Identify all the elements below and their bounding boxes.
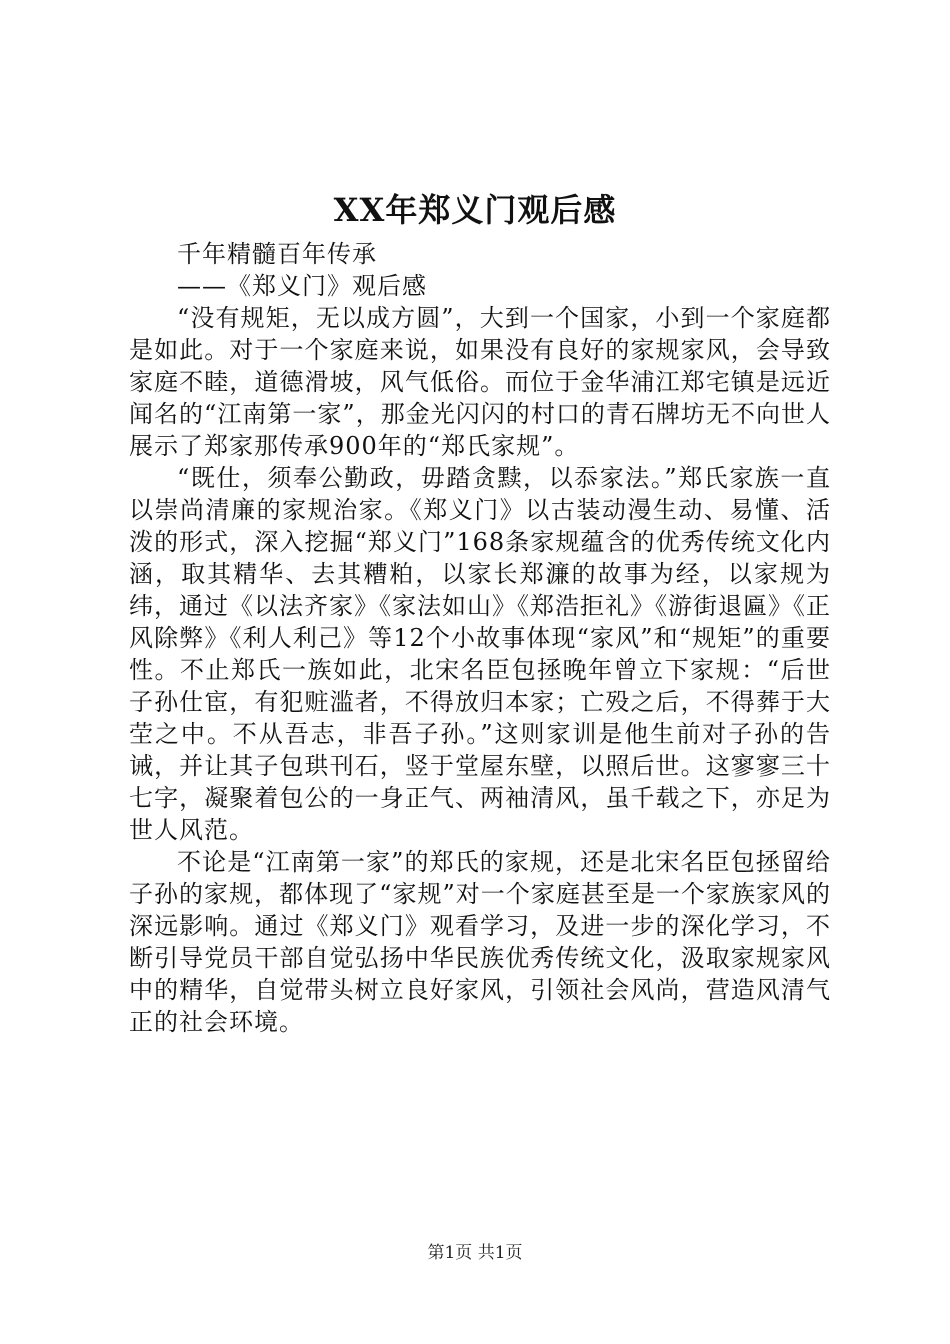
- paragraph-3: 不论是“江南第一家”的郑氏的家规，还是北宋名臣包拯留给子孙的家规，都体现了“家规”对一个家庭甚至是一个家族家风的深远影响。通过《郑义门》观看学习，及进一步的深化学习，不断引导党员干部自觉弘扬中华民族优秀传统文化，汲取家规家风中的精华，自觉带头树立良好家风，引领社会风尚，营造风清气正的社会环境。: [129, 848, 831, 1036]
- paragraph-1: “没有规矩，无以成方圆”，大到一个国家，小到一个家庭都是如此。对于一个家庭来说，如果没有良好的家规家风，会导致家庭不睦，道德滑坡，风气低俗。而位于金华浦江郑宅镇是远近闻名的“江南第一家”，那金光闪闪的村口的青石牌坊无不向世人展示了郑家那传承900年的“郑氏家规”。: [129, 304, 831, 460]
- document-title: XX年郑义门观后感: [333, 191, 617, 229]
- page-footer: 第1页 共1页: [427, 1243, 523, 1263]
- document-body: [129, 238, 831, 1038]
- subtitle-line-2: ——《郑义门》观后感: [177, 272, 427, 300]
- subtitle-line-1: 千年精髓百年传承: [177, 240, 377, 268]
- paragraph-2: “既仕，须奉公勤政，毋踏贪黩，以忝家法。”郑氏家族一直以崇尚清廉的家规治家。《郑义门》以古装动漫生动、易懂、活泼的形式，深入挖掘“郑义门”168条家规蕴含的优秀传统文化内涵，取其精华、去其糟粕，以家长郑濂的故事为经，以家规为纬，通过《以法齐家》《家法如山》《郑浩拒礼》《游街退匾》《正风除弊》《利人利己》等12个小故事体现“家风”和“规矩”的重要性。不止郑氏一族如此，北宋名臣包拯晚年曾立下家规：“后世子孙仕宦，有犯赃滥者，不得放归本家；亡殁之后，不得葬于大茔之中。不从吾志，非吾子孙。”这则家训是他生前对子孙的告诫，并让其子包珙刊石，竖于堂屋东壁，以照后世。这寥寥三十七字，凝聚着包公的一身正气、两袖清风，虽千载之下，亦足为世人风范。: [129, 464, 831, 844]
